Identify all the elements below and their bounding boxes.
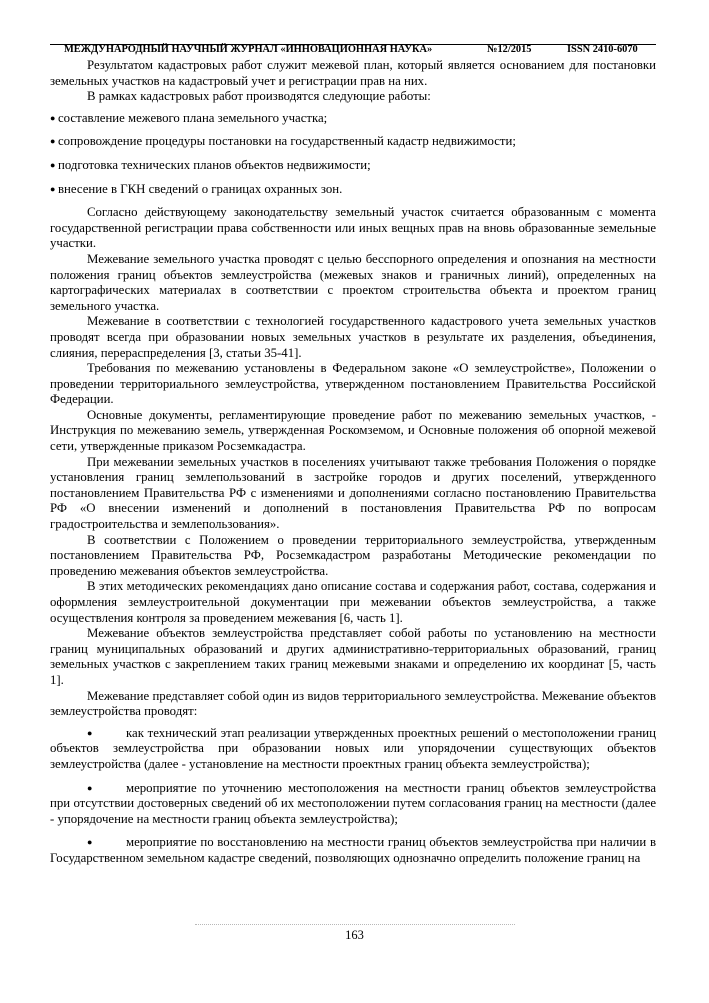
page-number: 163 — [345, 928, 364, 942]
bullet-icon: ● — [50, 112, 56, 123]
paragraph: В рамках кадастровых работ производятся следующие работы: — [87, 89, 431, 104]
bullet-icon: ● — [50, 159, 56, 170]
paragraph: В этих методических рекомендациях дано описание состава и содержания работ, состава, содержания и оформления землеустроительной документации при межевании объектов землеустройства, а также осуществления контроля за проведением межевания [6, часть 1]. — [50, 579, 656, 625]
paragraph: При межевании земельных участков в поселениях учитывают также требования Положения о порядке установления границ землепользований в застройке городов и других поселений, утвержденного постановлением Правительства РФ с изменениями и дополнениями согласно постановлению Правительства РФ «О внесении изменений и дополнений в постановления Правительства РФ по вопросам градостроительства и землепользования». — [50, 454, 656, 532]
list-item-text: внесение в ГКН сведений о границах охранных зон. — [58, 181, 343, 196]
paragraph: Межевание земельного участка проводят с целью бесспорного определения и опознания на местности положения границ объектов землеустройства (межевых знаков и граничных линий), определенных на картографических материалах в соответствии с проектом строительства объекта и проектом границ земельного участка. — [50, 251, 656, 313]
list-item — [50, 781, 656, 828]
list-item-text: как технический этап реализации утвержденных проектных решений о местоположении границ объектов землеустройства при образовании новых или упорядочении существующих объектов землеустройства (далее - установление на местности проектных границ объекта землеустройства); — [50, 725, 656, 771]
list-item-text: мероприятие по восстановлению на местности границ объектов землеустройства при наличии в Государственном земельном кадастре сведений, позволяющих однозначно определить положение границ на — [50, 835, 656, 865]
footer-divider — [195, 924, 515, 925]
paragraph: Согласно действующему законодательству земельный участок считается образованным с момента государственной регистрации права собственности или иных вещных прав на вновь образованные земельные участки. — [50, 205, 656, 251]
list-item-text: мероприятие по уточнению местоположения на местности границ объектов землеустройства при отсутствии достоверных сведений об их местоположении путем согласования границ на местности (далее - упорядочение на местности границ объекта землеустройства); — [50, 780, 656, 826]
list-item-text: составление межевого плана земельного участка; — [58, 110, 328, 125]
boundary-list — [50, 726, 656, 867]
list-item — [50, 835, 656, 866]
paragraph: Требования по межеванию установлены в Федеральном законе «О землеустройстве», Положении о проведении территориального землеустройства, утвержденном постановлением Правительства Российской Федерации. — [50, 361, 656, 407]
list-item — [50, 134, 656, 150]
bullet-icon: ● — [50, 183, 56, 194]
paragraph: Результатом кадастровых работ служит межевой план, который является основанием для постановки земельных участков на кадастровый учет и регистрации прав на них. — [50, 58, 656, 88]
work-list — [50, 111, 656, 197]
issn: ISSN 2410-6070 — [567, 44, 638, 55]
list-item-text: подготовка технических планов объектов недвижимости; — [58, 157, 371, 172]
paragraph: Основные документы, регламентирующие проведение работ по межеванию земельных участков, - Инструкция по межеванию земель, утвержденная Роскомземом, и Основные положения об опорной межевой сети, утвержденные приказом Росземкадастра. — [50, 407, 656, 454]
paragraph: Межевание объектов землеустройства представляет собой работы по установлению на местности границ муниципальных образований и других административно-территориальных образований, границ земельных участков с закреплением таких границ межевыми знаками и определению их координат [5, часть 1]. — [50, 626, 656, 687]
bullet-icon: ● — [87, 782, 93, 793]
article-body — [50, 58, 656, 875]
paragraph: В соответствии с Положением о проведении территориального землеустройства, утвержденным постановлением Правительства РФ, Росземкадастром разработаны Методические рекомендации по проведению межевания объектов землеустройства. — [50, 532, 656, 578]
paragraph: Межевание в соответствии с технологией государственного кадастрового учета земельных участков проводят всегда при образовании новых земельных участков в результате их разделения, объединения, слияния, перераспределения [3, статьи 35-41]. — [50, 314, 656, 360]
list-item — [50, 726, 656, 773]
bullet-icon: ● — [87, 727, 93, 738]
list-item-text: сопровождение процедуры постановки на государственный кадастр недвижимости; — [58, 134, 516, 149]
running-header — [50, 43, 656, 55]
paragraph: Межевание представляет собой один из видов территориального землеустройства. Межевание объектов землеустройства проводят: — [50, 688, 656, 719]
list-item — [50, 182, 656, 198]
journal-title: МЕЖДУНАРОДНЫЙ НАУЧНЫЙ ЖУРНАЛ «ИННОВАЦИОННАЯ НАУКА» — [64, 44, 433, 55]
bullet-icon: ● — [87, 837, 93, 848]
list-item — [50, 111, 656, 127]
bullet-icon: ● — [50, 136, 56, 147]
list-item — [50, 158, 656, 174]
issue-number: №12/2015 — [487, 44, 532, 55]
